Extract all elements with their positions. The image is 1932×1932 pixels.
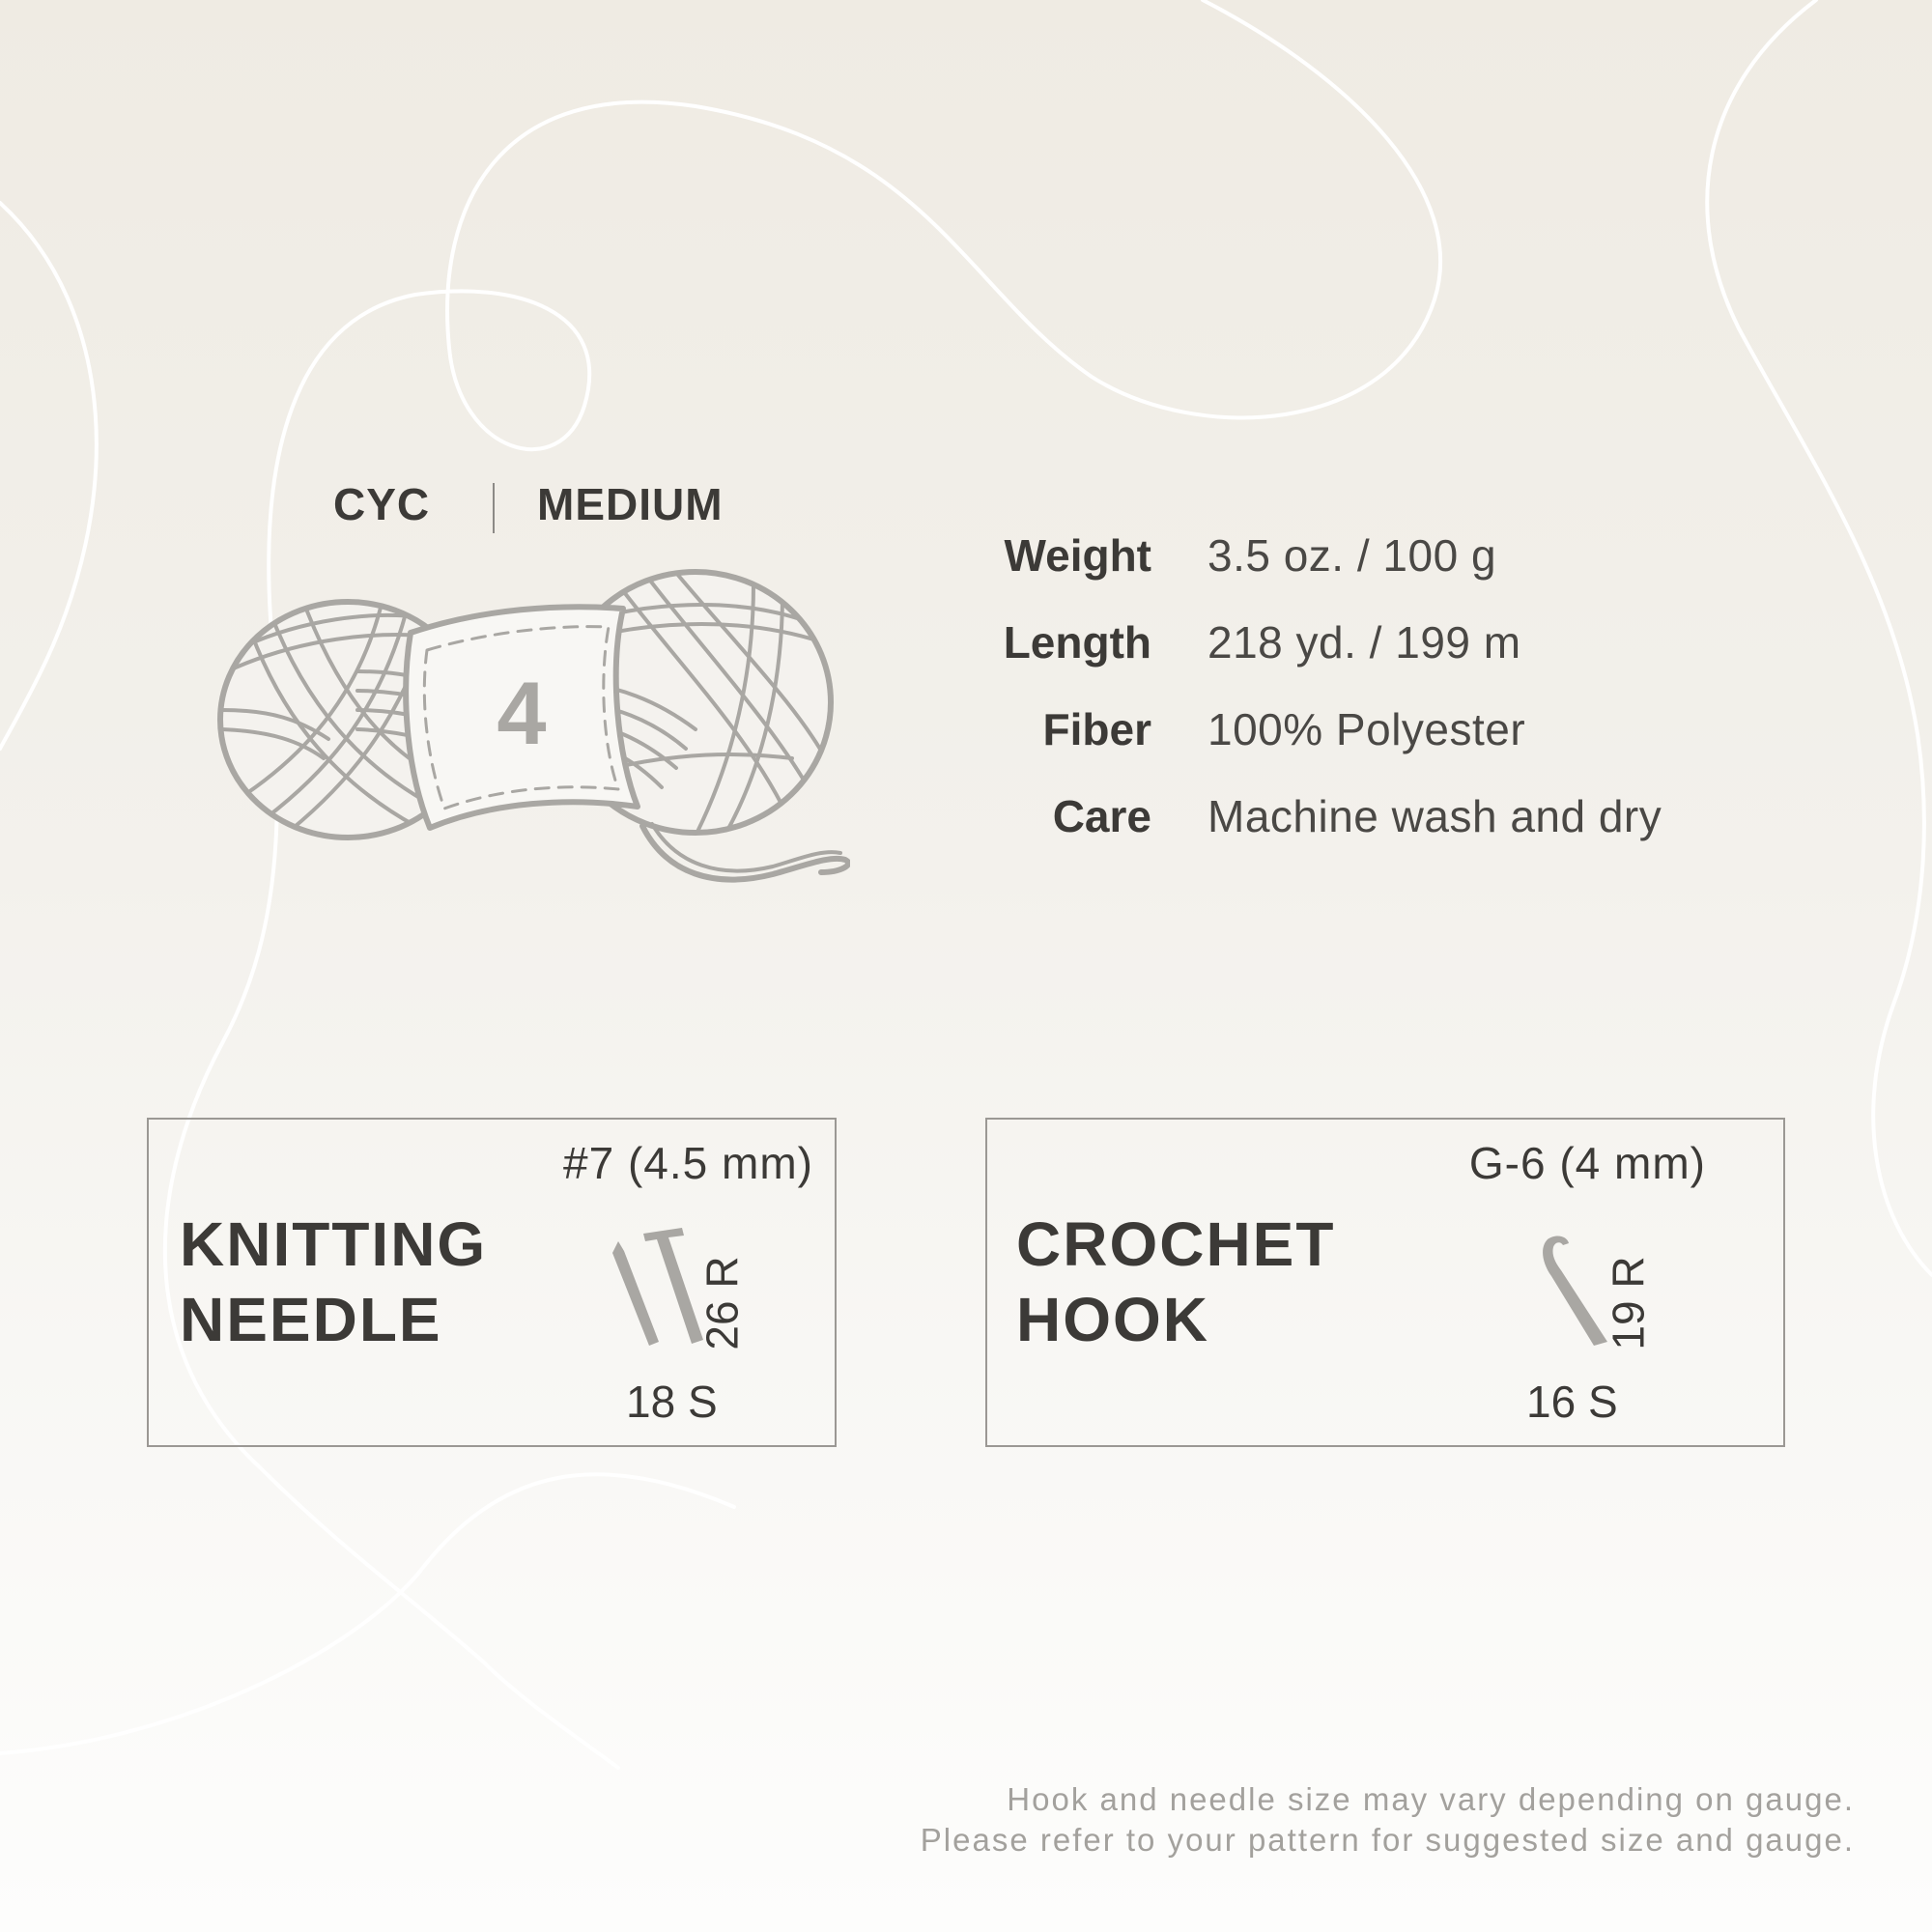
knitting-needle-card <box>147 1118 837 1447</box>
crochet-title-line1: CROCHET <box>1016 1209 1336 1279</box>
spec-value: 3.5 oz. / 100 g <box>1208 530 1497 581</box>
yarn-weight-category: MEDIUM <box>537 479 724 529</box>
spec-key: Weight <box>1004 530 1151 581</box>
knitting-title <box>180 1207 487 1357</box>
hook-rows: 19 R <box>1603 1256 1654 1350</box>
cyc-divider <box>493 483 495 533</box>
cyc-label: CYC <box>333 479 431 529</box>
yarn-ball-icon <box>213 565 850 903</box>
needle-rows: 26 R <box>696 1256 748 1350</box>
footnote-line2: Please refer to your pattern for suggested size and gauge. <box>920 1822 1855 1858</box>
hook-stitches: 16 S <box>1526 1377 1618 1427</box>
crochet-hook-card <box>985 1118 1785 1447</box>
crochet-title <box>1016 1207 1335 1357</box>
spec-key: Fiber <box>1042 704 1151 754</box>
spec-value: 218 yd. / 199 m <box>1208 617 1521 668</box>
yarn-weight-number: 4 <box>497 665 547 763</box>
crochet-title-line2: HOOK <box>1016 1285 1209 1354</box>
spec-key: Care <box>1052 791 1151 841</box>
needle-stitches: 18 S <box>626 1377 718 1427</box>
knitting-title-line2: NEEDLE <box>180 1285 442 1354</box>
spec-value: Machine wash and dry <box>1208 791 1662 841</box>
gauge-footnote <box>921 1779 1855 1861</box>
needle-size: #7 (4.5 mm) <box>563 1138 813 1188</box>
footnote-line1: Hook and needle size may vary depending on gauge. <box>1007 1781 1855 1817</box>
knitting-title-line1: KNITTING <box>180 1209 488 1279</box>
spec-value: 100% Polyester <box>1208 704 1526 754</box>
spec-key: Length <box>1003 617 1151 668</box>
hook-size: G-6 (4 mm) <box>1468 1138 1706 1188</box>
